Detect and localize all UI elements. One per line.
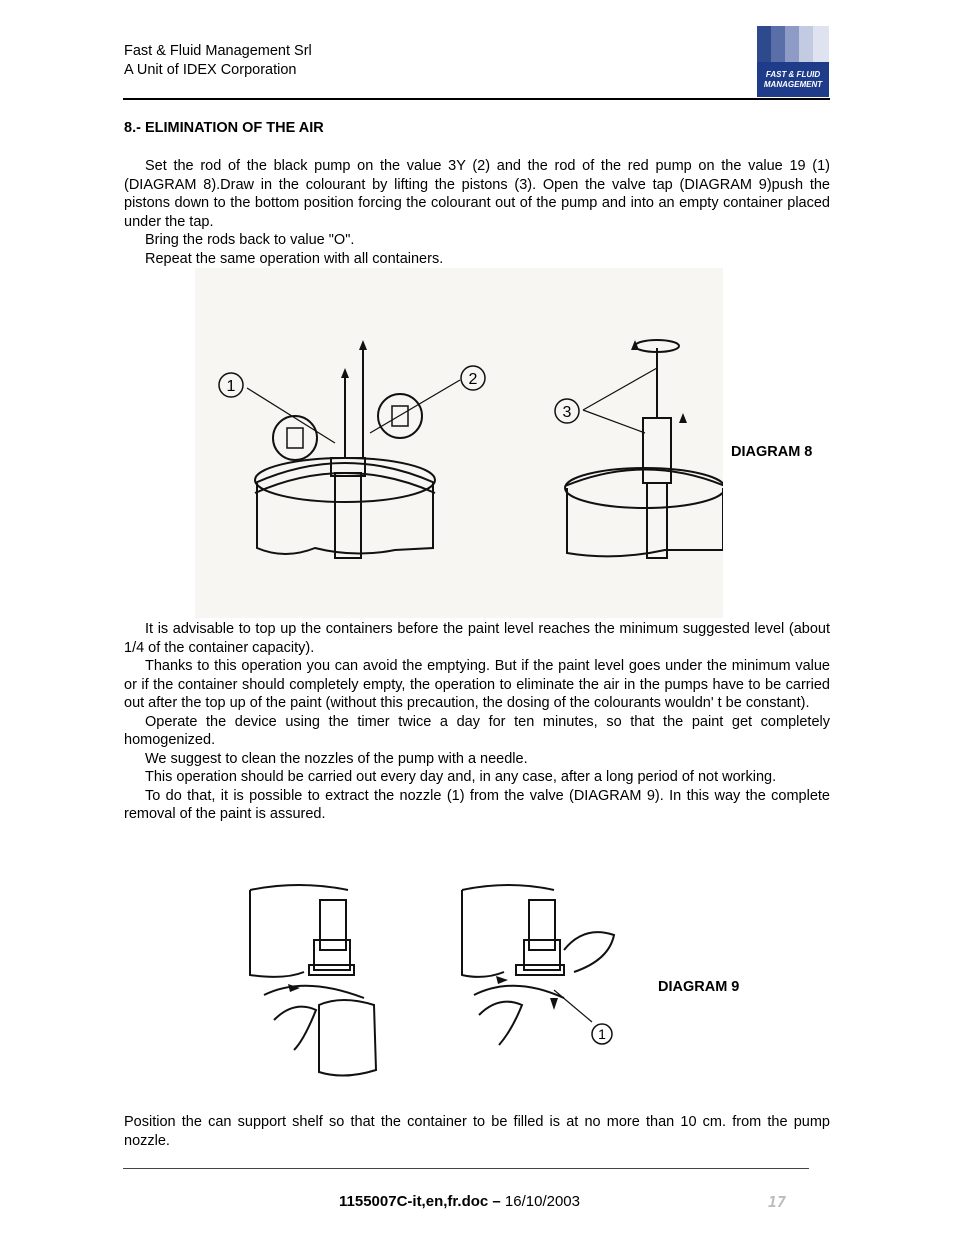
footer-doc-name: 1155007C-it,en,fr.doc – (339, 1193, 501, 1210)
intro-text (124, 157, 830, 268)
company-header (124, 42, 312, 80)
footer-doc-info (339, 1193, 580, 1210)
body-paragraph: Operate the device using the timer twice a day for ten minutes, so that the paint get completely homogenized. (124, 713, 830, 748)
body-paragraph: This operation should be carried out every day and, in any case, after a long period of not working. (145, 769, 777, 785)
company-name: Fast & Fluid Management Srl (124, 43, 312, 59)
body-paragraph: It is advisable to top up the containers before the paint level reaches the minimum suggested level (about 1/4 of the container capacity). (124, 621, 830, 656)
intro-paragraph: Bring the rods back to value "O". (145, 232, 355, 248)
diagram-9-label: DIAGRAM 9 (658, 979, 740, 995)
intro-paragraph: Repeat the same operation with all containers. (145, 250, 444, 267)
body-text (124, 620, 830, 824)
section-title: 8.- ELIMINATION OF THE AIR (124, 120, 324, 136)
closing-paragraph: Position the can support shelf so that the container to be filled is at no more than 10 cm. from the pump nozzle. (124, 1114, 830, 1149)
body-paragraph: We suggest to clean the nozzles of the pump with a needle. (145, 750, 528, 767)
footer-date: 16/10/2003 (500, 1193, 580, 1210)
body-paragraph: To do that, it is possible to extract the nozzle (1) from the valve (DIAGRAM 9). In this way the complete removal of the paint is assured. (124, 787, 830, 822)
header-rule (123, 98, 830, 100)
diagram-8-illustration (195, 268, 723, 618)
svg-text:MANAGEMENT: MANAGEMENT (763, 80, 823, 89)
company-subtitle: A Unit of IDEX Corporation (124, 62, 297, 78)
diagram-8-label: DIAGRAM 8 (731, 444, 813, 460)
body-paragraph: Thanks to this operation you can avoid the emptying. But if the paint level goes under the minimum value or if the container should completely empty, the operation to eliminate the air in the pumps have to be carried out after the top up of the paint (without this precaution, the dosing of the colourants wouldn' t be constant). (124, 658, 830, 711)
footer-rule (123, 1168, 809, 1169)
callout-3: 3 (562, 404, 572, 421)
intro-paragraph: Set the rod of the black pump on the value 3Y (2) and the rod of the red pump on the value 19 (1) (DIAGRAM 8).Draw in the colourant by lifting the pistons (3). Open the valve tap (DIAGRAM 9)push the pistons down to the bottom position forcing the colourant out of the pump and into an empty container placed under the tap. (124, 158, 830, 230)
diagram-9-illustration (224, 880, 624, 1090)
callout-1: 1 (598, 1026, 606, 1042)
page-number: 17 (768, 1193, 787, 1211)
svg-text:FAST & FLUID: FAST & FLUID (765, 70, 821, 79)
callout-2: 2 (468, 371, 478, 388)
closing-text (124, 1113, 830, 1150)
callout-1: 1 (226, 378, 236, 395)
fast-fluid-logo (757, 26, 829, 97)
